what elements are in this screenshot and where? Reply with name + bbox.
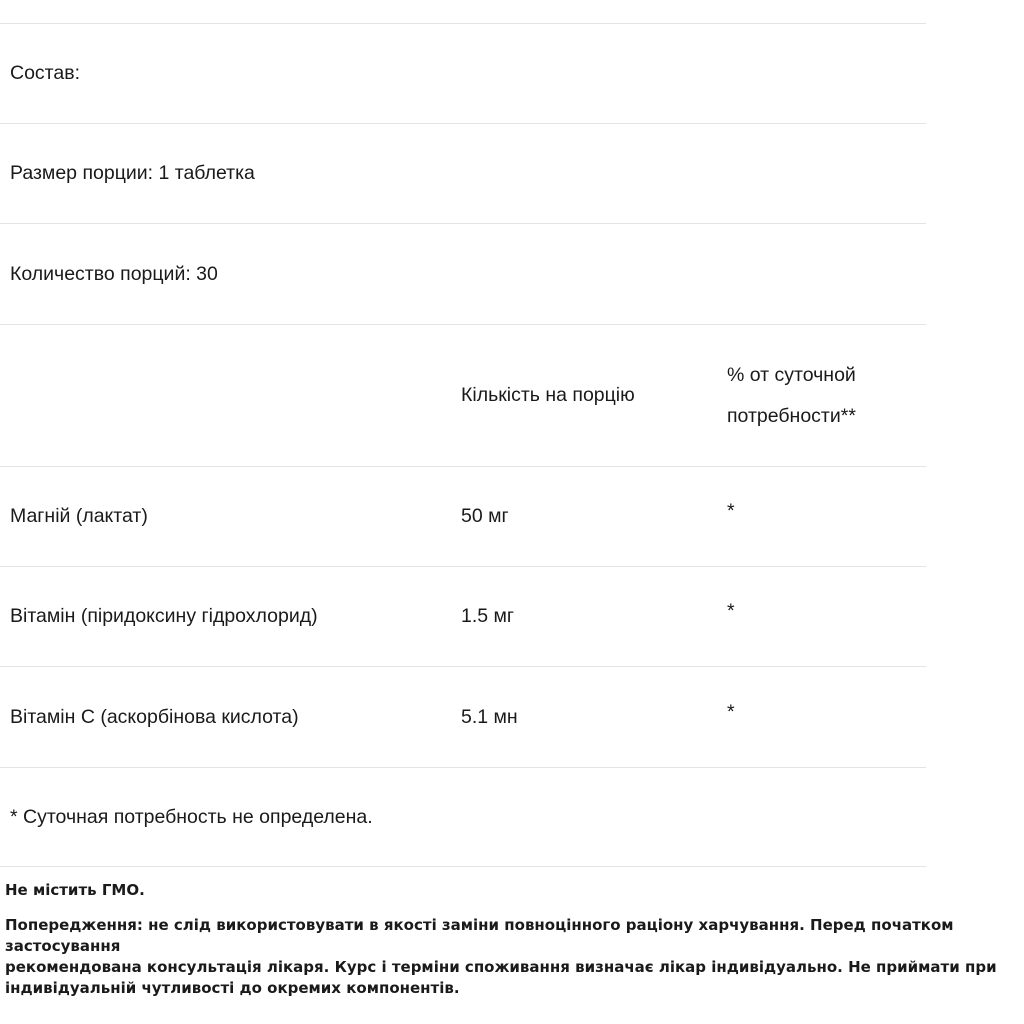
- composition-row: [0, 23, 926, 123]
- table-row: [0, 566, 926, 666]
- table-row: [0, 666, 926, 767]
- nutrient-daily-value: [717, 697, 926, 738]
- warning-note: Попередження: не слід використовувати в якості заміни повноцінного раціону харчування. Перед початком застосування рекомендована консультація лікаря. Курс і терміни споживання визначає лікар індивідуально. Не приймати при індивідуальній чутливості до окремих компонентів.: [5, 916, 997, 997]
- nutrient-name: Вітамін С (аскорбінова кислота): [10, 705, 299, 728]
- composition-label: Состав:: [10, 62, 81, 84]
- servings-count-row: [0, 223, 926, 324]
- servings-count: Количество порций: 30: [10, 262, 218, 285]
- daily-value-mark: *: [727, 600, 735, 622]
- nutrient-daily-value: [717, 596, 926, 637]
- nutrient-name: Магній (лактат): [10, 505, 148, 527]
- gmo-note: Не містить ГМО.: [5, 881, 145, 899]
- daily-value-mark: *: [727, 700, 735, 723]
- serving-size-row: [0, 123, 926, 223]
- footnote: * Суточная потребность не определена.: [10, 805, 373, 828]
- nutrient-amount: 1.5 мг: [461, 605, 515, 627]
- header-daily-value-line2: потребности**: [727, 404, 856, 427]
- daily-value-mark: *: [727, 500, 735, 522]
- nutrient-amount: 5.1 мн: [461, 705, 518, 728]
- table-header-row: [0, 324, 926, 466]
- supplement-facts-table: [0, 23, 926, 867]
- nutrient-amount: 50 мг: [461, 505, 509, 527]
- footnote-row: [0, 767, 926, 867]
- header-daily-value-line1: % от суточной: [727, 363, 856, 386]
- table-row: [0, 466, 926, 566]
- header-daily-value: [717, 355, 926, 437]
- nutrient-daily-value: [717, 496, 926, 537]
- header-amount: Кількість на порцію: [461, 384, 635, 406]
- serving-size: Размер порции: 1 таблетка: [10, 162, 255, 184]
- product-notes: [5, 880, 1024, 999]
- nutrient-name: Вітамін (піридоксину гідрохлорид): [10, 605, 318, 627]
